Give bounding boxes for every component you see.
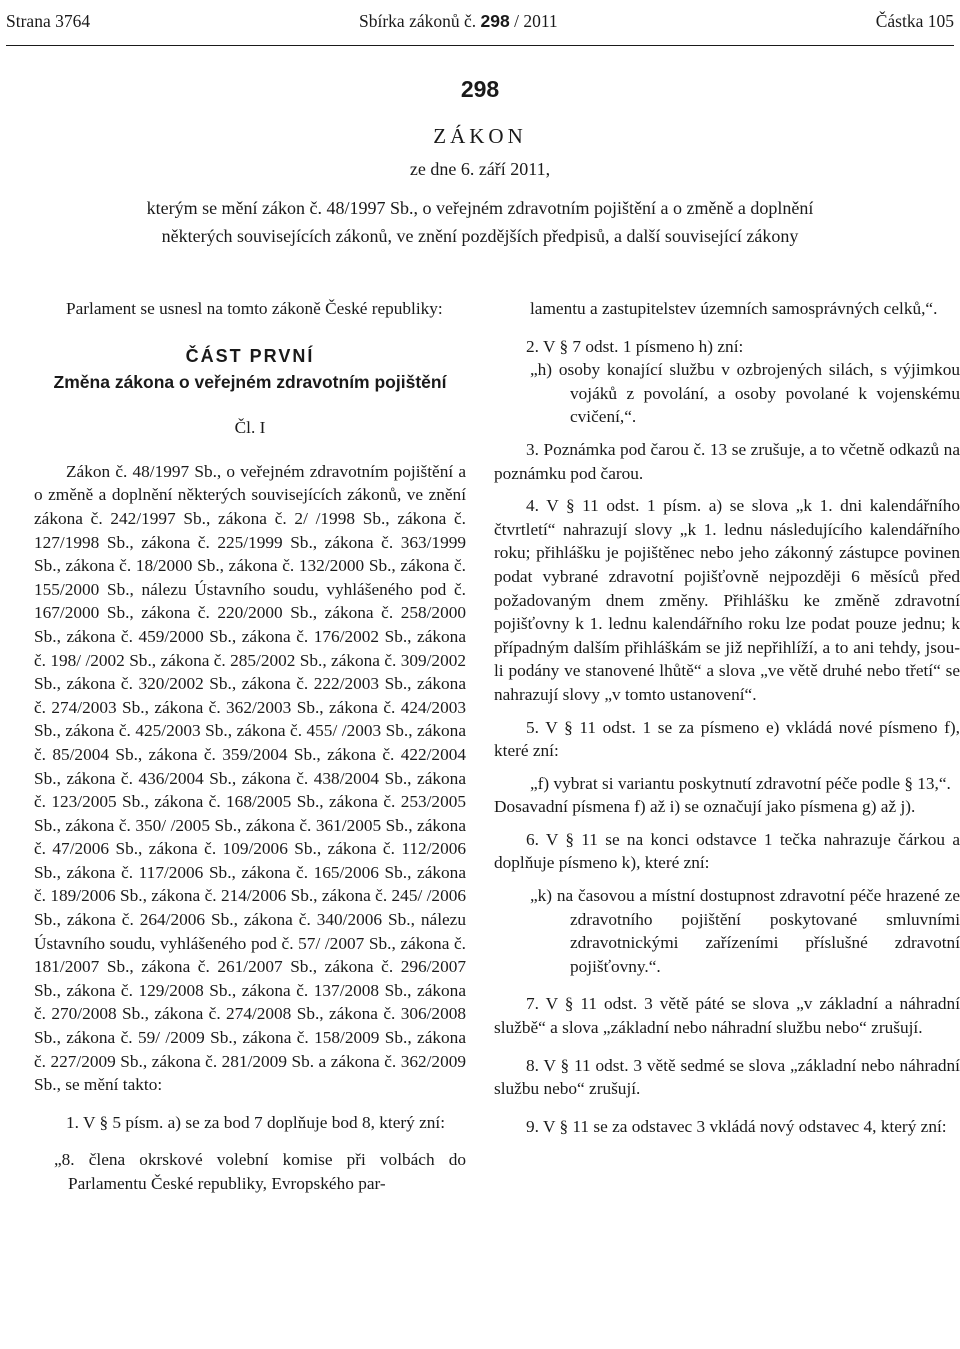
amendment-item-8: 8. V § 11 odst. 3 větě sedmé se slova „základní nebo náhradní službu nebo“ zrušují. — [494, 1055, 960, 1099]
amendment-item-1: 1. V § 5 písm. a) se za bod 7 doplňuje bod 8, který zní: — [66, 1112, 446, 1132]
law-subject-line: kterým se mění zákon č. 48/1997 Sb., o veřejném zdravotním pojištění a o změně a doplnění — [146, 198, 814, 218]
amendment-item-5: 5. V § 11 odst. 1 se za písmeno e) vkládá nové písmeno f), které zní: — [494, 717, 960, 761]
part-title: Změna zákona o veřejném zdravotním pojištění — [53, 371, 447, 392]
collection-number: 298 — [480, 10, 510, 31]
left-column — [34, 297, 466, 1196]
part-heading: ČÁST PRVNÍ — [185, 345, 315, 366]
page-header — [6, 4, 954, 38]
page-number: Strana 3764 — [6, 10, 91, 31]
continuation-text: lamentu a zastupitelstev územních samosprávných celků,“. — [530, 299, 938, 318]
amendment-item-2-quote: „h) osoby konající službu v ozbrojených silách, s výjimkou vojáků z povolání, a osoby povolané k vojenskému cvičení,“. — [530, 360, 960, 427]
article-heading: Čl. I — [234, 418, 266, 438]
amendment-item-1-quote: „8. člena okrskové volební komise při volbách do Parlamentu České republiky, Evropského par- — [54, 1150, 466, 1193]
collection-reference: Sbírka zákonů č. 298 / 2011 — [359, 10, 558, 31]
intro-paragraph: Parlament se usnesl na tomto zákoně České republiky: — [66, 299, 443, 318]
amendment-item-9: 9. V § 11 se za odstavec 3 vkládá nový odstavec 4, který zní: — [526, 1116, 947, 1136]
law-date: ze dne 6. září 2011, — [409, 159, 551, 179]
amendment-item-3: 3. Poznámka pod čarou č. 13 se zrušuje, a to včetně odkazů na poznámku pod čarou. — [494, 439, 960, 483]
header-divider — [6, 45, 954, 46]
amendment-item-5-note: Dosavadní písmena f) až i) se označují jako písmena g) až j). — [494, 797, 916, 817]
right-column — [494, 297, 960, 1138]
amendment-item-4: 4. V § 11 odst. 1 písm. a) se slova „k 1. dni kalendářního čtvrtletí“ nahrazují slovy „k 1. lednu následujícího kalendářního roku; přihlášku je pojištěnec nebo jeho zákonný zástupce povinen podat vybrané zdravotní pojišťovně nejpozději 6 měsíců před požadovaným dnem změny. Přihlášku ke změně zdravotní pojišťovny k 1. lednu kalendářního roku lze podat pouze jednu; k případným dalším přihláškám se již nepřihlíží, a to ani tehdy, jsou-li podány ve stanovené lhůtě“ a slova „ve větě druhé nebo třetí“ se nahrazují slovy „v tomto ustanovení“. — [494, 496, 960, 704]
law-subject-line: některých souvisejících zákonů, ve znění pozdějších předpisů, a další související zákony — [161, 226, 799, 246]
amendment-item-6: 6. V § 11 se na konci odstavce 1 tečka nahrazuje čárkou a doplňuje písmeno k), které zní: — [494, 829, 960, 873]
amendment-intro: Zákon č. 48/1997 Sb., o veřejném zdravotním pojištění a o změně a doplnění některých souvisejících zákonů, ve znění zákona č. 242/1997 Sb., zákona č. 2/ /1998 Sb., zákona č. 127/1998 Sb., zákona č. 225/1999 Sb., zákona č. 363/1999 Sb., zákona č. 18/2000 Sb., zákona č. 132/2000 Sb., zákona č. 155/2000 Sb., nálezu Ústavního soudu, vyhlášeného pod č. 167/2000 Sb., zákona č. 220/2000 Sb., zákona č. 258/2000 Sb., zákona č. 459/2000 Sb., zákona č. 176/2002 Sb., zákona č. 198/ /2002 Sb., zákona č. 285/2002 Sb., zákona č. 309/2002 Sb., zákona č. 320/2002 Sb., zákona č. 222/2003 Sb., zákona č. 274/2003 Sb., zákona č. 362/2003 Sb., zákona č. 424/2003 Sb., zákona č. 425/2003 Sb., zákona č. 455/ /2003 Sb., zákona č. 85/2004 Sb., zákona č. 359/2004 Sb., zákona č. 422/2004 Sb., zákona č. 436/2004 Sb., zákona č. 438/2004 Sb., zákona č. 123/2005 Sb., zákona č. 168/2005 Sb., zákona č. 253/2005 Sb., zákona č. 350/ /2005 Sb., zákona č. 361/2005 Sb., zákona č. 47/2006 Sb., zákona č. 109/2006 Sb., zákona č. 112/2006 Sb., zákona č. 117/2006 Sb., zákona č. 165/2006 Sb., zákona č. 189/2006 Sb., zákona č. 214/2006 Sb., zákona č. 245/ /2006 Sb., zákona č. 264/2006 Sb., zákona č. 340/2006 Sb., nálezu Ústavního soudu, vyhlášeného pod č. 57/ /2007 Sb., zákona č. 181/2007 Sb., zákona č. 261/2007 Sb., zákona č. 296/2007 Sb., zákona č. 129/2008 Sb., zákona č. 137/2008 Sb., zákona č. 270/2008 Sb., zákona č. 274/2008 Sb., zákona č. 306/2008 Sb., zákona č. 59/ /2009 Sb., zákona č. 158/2009 Sb., zákona č. 227/2009 Sb., zákona č. 281/2009 Sb. a zákona č. 362/2009 Sb., se mění takto: — [34, 461, 466, 1095]
law-type: ZÁKON — [433, 124, 527, 148]
part-number: Částka 105 — [875, 10, 954, 31]
amendment-item-5-quote: „f) vybrat si variantu poskytnutí zdravotní péče podle § 13,“. — [530, 773, 951, 793]
amendment-item-7: 7. V § 11 odst. 3 větě páté se slova „v základní a náhradní službě“ a slova „základní nebo náhradní službu nebo“ zrušují. — [494, 994, 960, 1038]
amendment-item-2: 2. V § 7 odst. 1 písmeno h) zní: — [526, 336, 744, 356]
amendment-item-6-quote: „k) na časovou a místní dostupnost zdravotní péče hrazené ze zdravotního pojištění poskytované smluvními zdravotnickými zařízeními příslušné zdravotní pojišťovny.“. — [530, 886, 960, 976]
law-subject — [0, 194, 960, 250]
law-number: 298 — [460, 76, 500, 102]
